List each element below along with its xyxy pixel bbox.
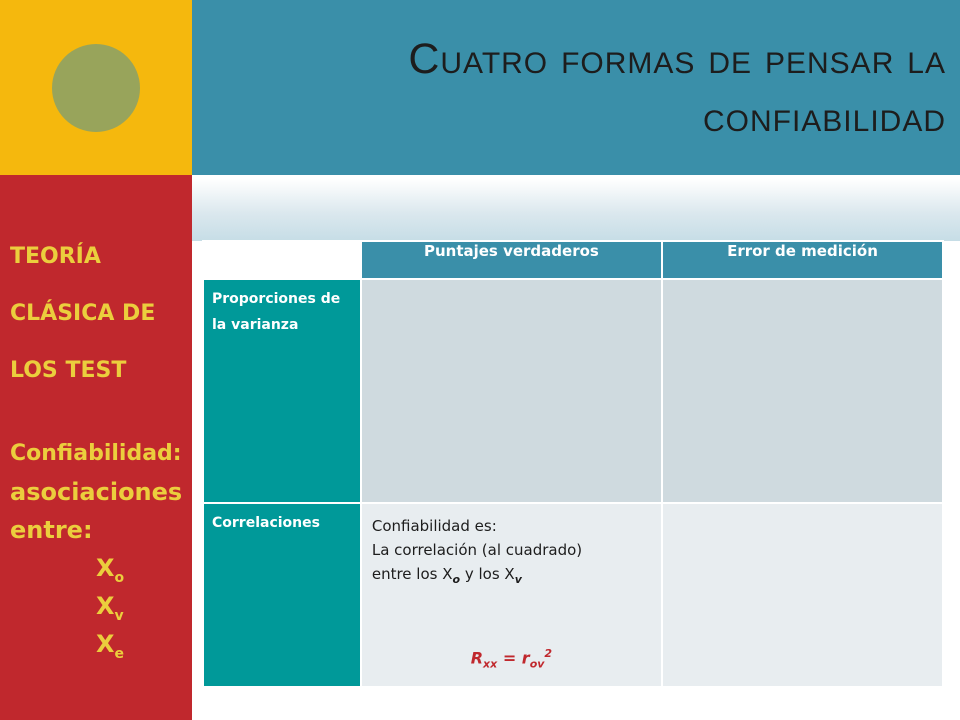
table-header-row <box>203 241 943 279</box>
sidebar-variable: $X_e$ <box>96 630 125 662</box>
slide-title-line1: Cuatro formas de pensar la <box>408 35 946 83</box>
correlation-line: Confiabilidad es: <box>371 517 497 535</box>
row-label-correlations: Correlaciones <box>203 503 361 687</box>
slide-title <box>206 30 946 146</box>
table-row <box>203 279 943 503</box>
sidebar-variable: $X_o$ <box>96 554 125 586</box>
sidebar-text <box>10 236 210 663</box>
table-corner-cell <box>203 241 361 279</box>
title-shadow-band <box>192 179 960 241</box>
sidebar-body-line: Confiabilidad: <box>10 441 182 466</box>
sidebar-heading-line: LOS TEST <box>10 358 127 383</box>
reliability-formula: $R_{xx} = r_{ov}^2$ <box>470 647 553 671</box>
sidebar-heading-line: TEORÍA <box>10 244 101 269</box>
table-cell <box>662 503 943 687</box>
reliability-table <box>202 240 944 688</box>
sidebar-body-line: entre: <box>10 516 93 544</box>
column-header-measurement-error: Error de medición <box>662 241 943 279</box>
sidebar-variable: $X_v$ <box>96 592 124 624</box>
table-cell <box>361 279 662 503</box>
sidebar-heading-line: CLÁSICA DE <box>10 301 156 326</box>
table-row <box>203 503 943 687</box>
correlation-text <box>362 504 661 681</box>
sidebar-spacer <box>10 407 210 435</box>
column-header-true-scores: Puntajes verdaderos <box>361 241 662 279</box>
correlation-line: La correlación (al cuadrado) <box>371 541 583 559</box>
circle-decoration <box>52 44 140 132</box>
sidebar-body-line: asociaciones <box>10 478 183 506</box>
slide-title-line2: confiabilidad <box>702 93 946 141</box>
table-cell <box>662 279 943 503</box>
correlation-line: entre los $X_o$ y los $X_v$ <box>371 565 522 586</box>
table-cell-correlation-definition <box>361 503 662 687</box>
row-label-variance: Proporciones de la varianza <box>203 279 361 503</box>
